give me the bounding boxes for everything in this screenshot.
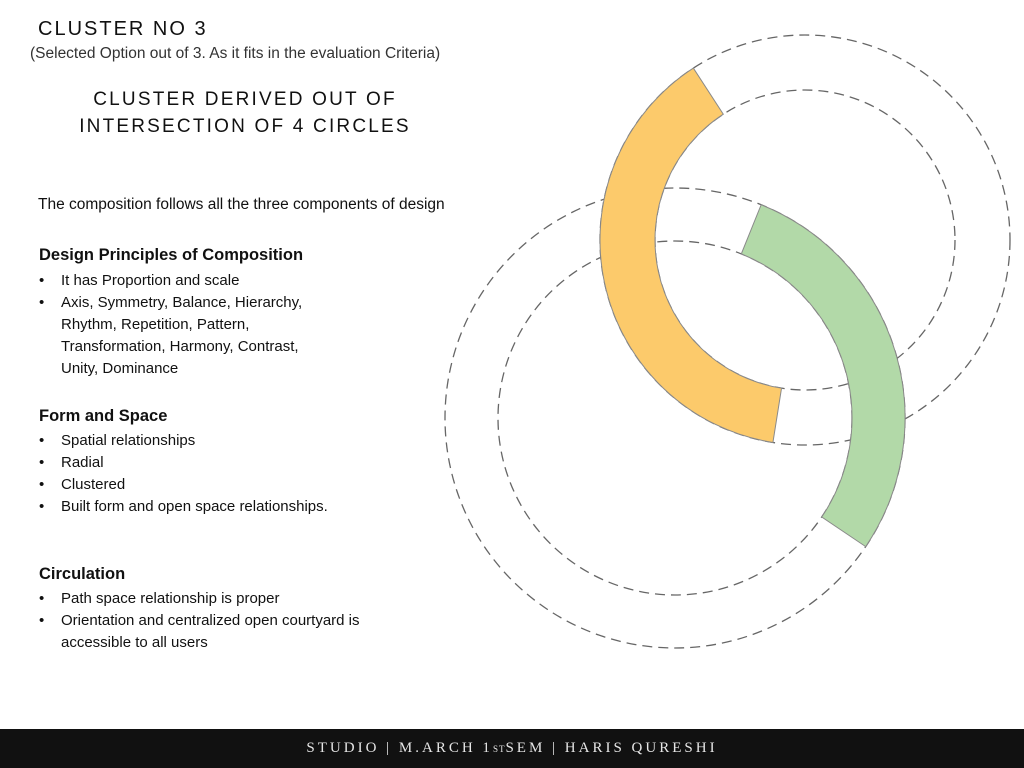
intro-text: The composition follows all the three components of design — [38, 196, 445, 213]
footer-bar — [0, 729, 1024, 768]
diagram-heading-line2: INTERSECTION OF 4 CIRCLES — [79, 116, 411, 137]
form-space-list — [39, 430, 439, 518]
list-item: • It has Proportion and scale — [39, 270, 439, 292]
list-item: • Orientation and centralized open courtyard is — [39, 610, 439, 632]
section-title-form-space: Form and Space — [39, 407, 168, 425]
list-item: • Spatial relationships — [39, 430, 439, 452]
circulation-list — [39, 588, 439, 654]
list-item-continuation: accessible to all users — [61, 634, 208, 651]
circle-cluster-diagram — [440, 30, 1024, 670]
list-item-continuation: Transformation, Harmony, Contrast, — [61, 338, 299, 355]
list-item-continuation: Unity, Dominance — [61, 360, 179, 377]
section-title-circulation: Circulation — [39, 565, 126, 583]
dashed-circle-inner-bottom — [498, 241, 852, 595]
page-title: CLUSTER NO 3 — [38, 18, 208, 40]
diagram-heading-line1: CLUSTER DERIVED OUT OF — [93, 89, 397, 110]
list-item: • Radial — [39, 452, 439, 474]
list-item: • Axis, Symmetry, Balance, Hierarchy, — [39, 292, 439, 314]
list-item-continuation: Rhythm, Repetition, Pattern, — [61, 316, 250, 333]
footer-text-part1: STUDIO | M.ARCH 1 — [306, 740, 493, 756]
list-item: • Built form and open space relationships. — [39, 496, 439, 518]
page-subtitle: (Selected Option out of 3. As it fits in the evaluation Criteria) — [30, 45, 441, 62]
footer-text-part2: SEM | HARIS QURESHI — [505, 740, 718, 756]
design-principles-list — [39, 270, 439, 380]
list-item: • Path space relationship is proper — [39, 588, 439, 610]
section-title-design-principles: Design Principles of Composition — [39, 246, 304, 264]
green-arc-segment — [741, 205, 905, 547]
footer-superscript: ST — [492, 743, 506, 754]
list-item: • Clustered — [39, 474, 439, 496]
